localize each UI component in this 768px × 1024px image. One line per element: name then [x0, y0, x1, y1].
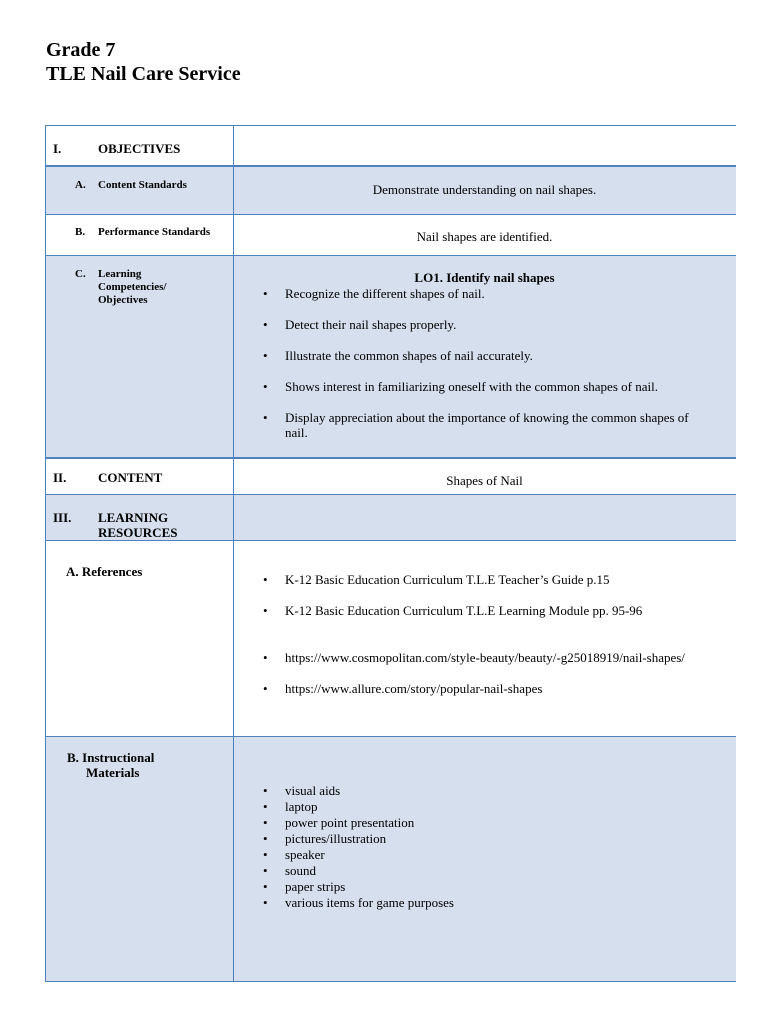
- reference-item: • K-12 Basic Education Curriculum T.L.E Learning Module pp. 95-96: [263, 603, 713, 618]
- performance-standards-label: Performance Standards: [98, 226, 211, 238]
- competencies-label-line: Objectives: [98, 294, 148, 306]
- performance-standards-letter: B.: [75, 226, 86, 238]
- list-item: • Recognize the different shapes of nail.: [263, 286, 733, 301]
- reference-link[interactable]: • https://www.allure.com/story/popular-nail-shapes: [263, 681, 713, 696]
- objectives-number: I.: [53, 141, 62, 156]
- grid-line: [45, 494, 736, 495]
- lesson-plan-table: [45, 125, 736, 982]
- grid-line: [45, 125, 736, 126]
- grid-line: [45, 125, 46, 982]
- competencies-letter: C.: [75, 268, 86, 280]
- list-item: • laptop: [263, 799, 563, 815]
- references-list: [263, 572, 713, 696]
- content-standards-letter: A.: [75, 179, 86, 191]
- list-item: • Illustrate the common shapes of nail accurately.: [263, 348, 733, 363]
- grid-line: [233, 125, 234, 982]
- list-item: • pictures/illustration: [263, 831, 563, 847]
- content-standards-label: Content Standards: [98, 179, 187, 191]
- document-title: [46, 38, 241, 86]
- content-label: CONTENT: [98, 470, 163, 485]
- competencies-list: [263, 286, 733, 440]
- grid-line: [45, 736, 736, 737]
- grid-line: [45, 255, 736, 256]
- materials-label-line: Materials: [86, 765, 140, 780]
- objectives-label: OBJECTIVES: [98, 141, 181, 156]
- learning-resources-label-line: LEARNING: [98, 510, 169, 525]
- competencies-label: [98, 268, 166, 307]
- reference-link[interactable]: • https://www.cosmopolitan.com/style-beauty/beauty/-g25018919/nail-shapes/: [263, 650, 715, 665]
- performance-standards-text: Nail shapes are identified.: [416, 229, 553, 244]
- list-item: • sound: [263, 863, 563, 879]
- list-item: • visual aids: [263, 783, 563, 799]
- learning-resources-label-line: RESOURCES: [98, 525, 178, 540]
- list-item: • Display appreciation about the importance of knowing the common shapes of nail.: [263, 410, 700, 440]
- materials-label-line: B. Instructional: [67, 750, 155, 765]
- list-item: • Shows interest in familiarizing oneself with the common shapes of nail.: [263, 379, 733, 394]
- list-item: • Detect their nail shapes properly.: [263, 317, 733, 332]
- competencies-label-line: Competencies/: [98, 281, 167, 293]
- grid-line: [45, 540, 736, 541]
- subject-title: TLE Nail Care Service: [46, 63, 241, 85]
- grid-line: [45, 214, 736, 215]
- grid-line: [45, 165, 736, 167]
- learning-resources-label: [98, 510, 177, 540]
- list-item: • speaker: [263, 847, 563, 863]
- grid-line: [45, 457, 736, 459]
- content-text: Shapes of Nail: [446, 473, 523, 488]
- materials-list: [263, 783, 563, 911]
- grid-line: [45, 981, 736, 982]
- content-number: II.: [53, 470, 67, 485]
- materials-label: [67, 750, 154, 780]
- list-item: • paper strips: [263, 879, 563, 895]
- grade-title: Grade 7: [46, 39, 116, 61]
- learning-resources-number: III.: [53, 510, 72, 525]
- references-label: A. References: [66, 564, 143, 579]
- list-item: • various items for game purposes: [263, 895, 563, 911]
- list-item: • power point presentation: [263, 815, 563, 831]
- competencies-heading: LO1. Identify nail shapes: [414, 270, 555, 285]
- competencies-label-line: Learning: [98, 268, 142, 280]
- reference-item: • K-12 Basic Education Curriculum T.L.E Teacher’s Guide p.15: [263, 572, 713, 587]
- content-standards-text: Demonstrate understanding on nail shapes.: [372, 182, 597, 197]
